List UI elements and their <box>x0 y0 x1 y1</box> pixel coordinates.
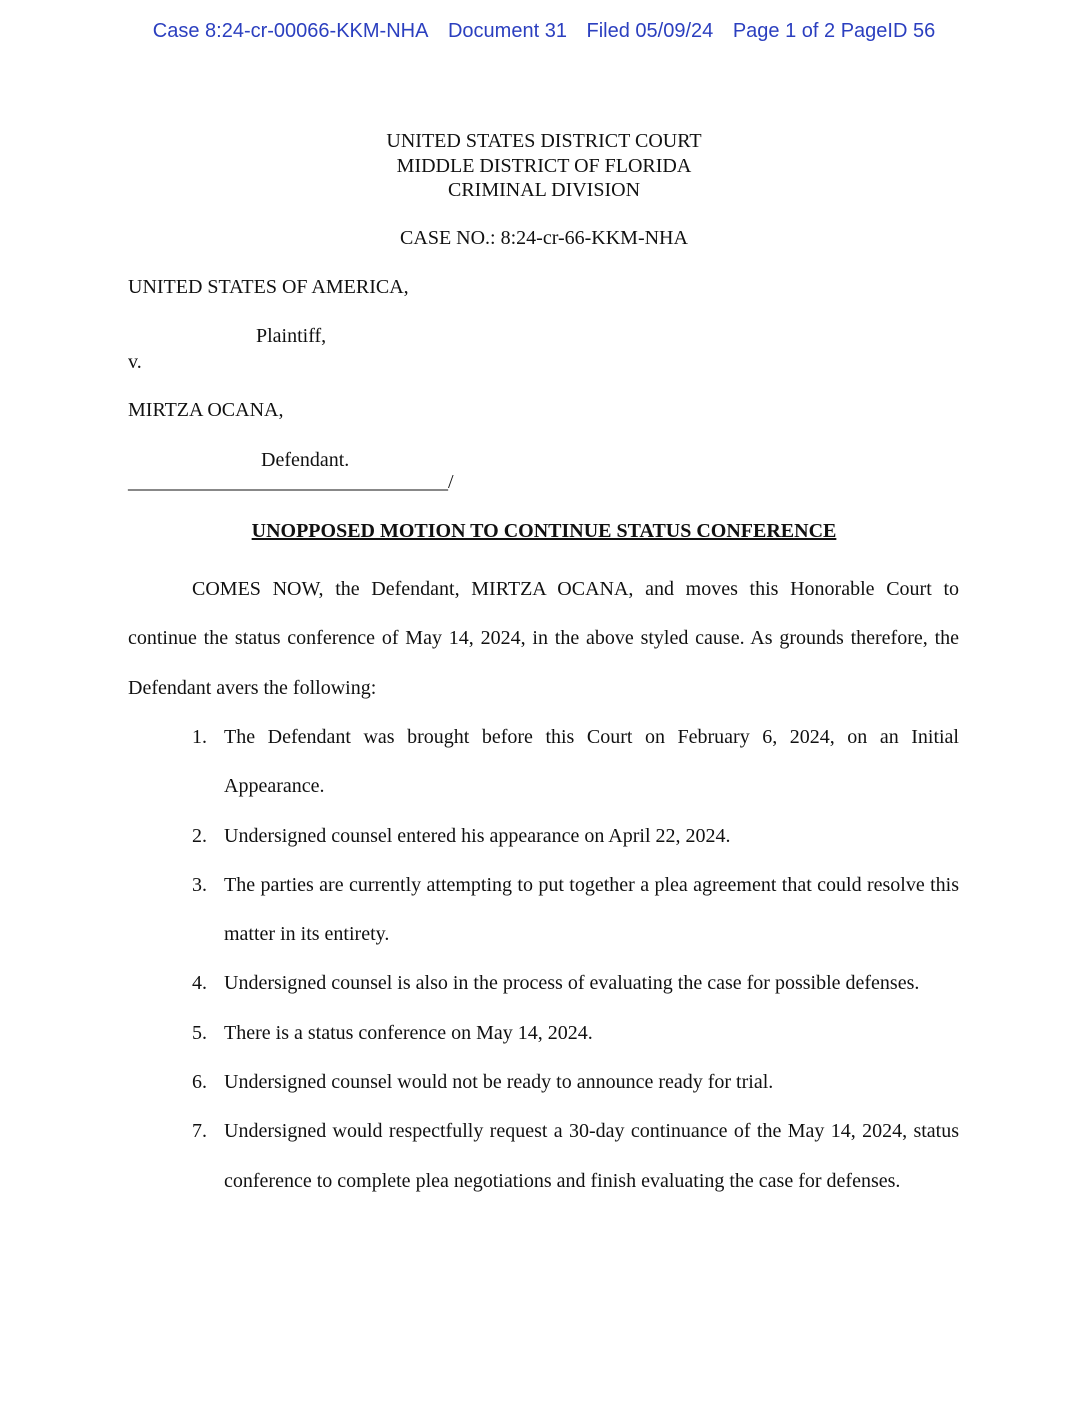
defendant-role: Defendant. <box>261 449 350 471</box>
item-text: Undersigned counsel is also in the process of evaluating the case for possible defenses. <box>224 972 920 995</box>
stamp-filed-date: Filed 05/09/24 <box>586 20 714 42</box>
court-name: UNITED STATES DISTRICT COURT <box>386 130 702 152</box>
item-text: The Defendant was brought before this Court on February 6, 2024, on an Initial Appearance. <box>224 726 959 798</box>
filing-stamp-header <box>0 20 1088 43</box>
list-item <box>128 861 959 960</box>
item-number: 5. <box>192 1021 207 1044</box>
defendant-name: MIRTZA OCANA, <box>128 399 284 421</box>
court-division: CRIMINAL DIVISION <box>447 179 641 201</box>
list-item <box>128 959 959 1008</box>
item-number: 3. <box>192 873 207 896</box>
plaintiff-role: Plaintiff, <box>256 325 327 347</box>
case-number: CASE NO.: 8:24-cr-66-KKM-NHA <box>400 227 688 249</box>
caption-rule: ________________________________/ <box>128 471 454 493</box>
item-text: Undersigned counsel would not be ready to announce ready for trial. <box>224 1071 774 1094</box>
list-item <box>128 812 959 861</box>
list-item <box>128 1009 959 1058</box>
list-item <box>128 1058 959 1107</box>
item-number: 6. <box>192 1071 207 1094</box>
item-text: The parties are currently attempting to put together a plea agreement that could resolve this matter in its entirety. <box>224 873 959 946</box>
court-header <box>0 129 1088 203</box>
item-text: There is a status conference on May 14, 2024. <box>224 1021 593 1044</box>
item-text: Undersigned counsel entered his appearance on April 22, 2024. <box>224 824 731 847</box>
stamp-document-number: Document 31 <box>447 20 567 42</box>
list-item <box>128 713 959 812</box>
item-number: 1. <box>192 726 207 748</box>
item-text: Undersigned would respectfully request a 30-day continuance of the May 14, 2024, status conference to complete plea negotiations and finish evaluating the case for defenses. <box>224 1120 959 1192</box>
plaintiff-name: UNITED STATES OF AMERICA, <box>128 276 409 298</box>
intro-paragraph: COMES NOW, the Defendant, MIRTZA OCANA, and moves this Honorable Court to continue the status conference of May 14, 2024, in the above styled cause. As grounds therefore, the Defendant avers the following: <box>128 578 959 699</box>
versus: v. <box>128 351 142 373</box>
item-number: 7. <box>192 1120 207 1143</box>
motion-title: UNOPPOSED MOTION TO CONTINUE STATUS CONFERENCE <box>251 520 837 542</box>
item-number: 4. <box>192 972 207 995</box>
stamp-case-number: Case 8:24-cr-00066-KKM-NHA <box>152 20 429 42</box>
item-number: 2. <box>192 824 207 847</box>
list-item <box>128 1107 959 1206</box>
court-district: MIDDLE DISTRICT OF FLORIDA <box>396 154 692 177</box>
grounds-list <box>128 713 959 1206</box>
stamp-page-info: Page 1 of 2 PageID 56 <box>732 20 936 42</box>
